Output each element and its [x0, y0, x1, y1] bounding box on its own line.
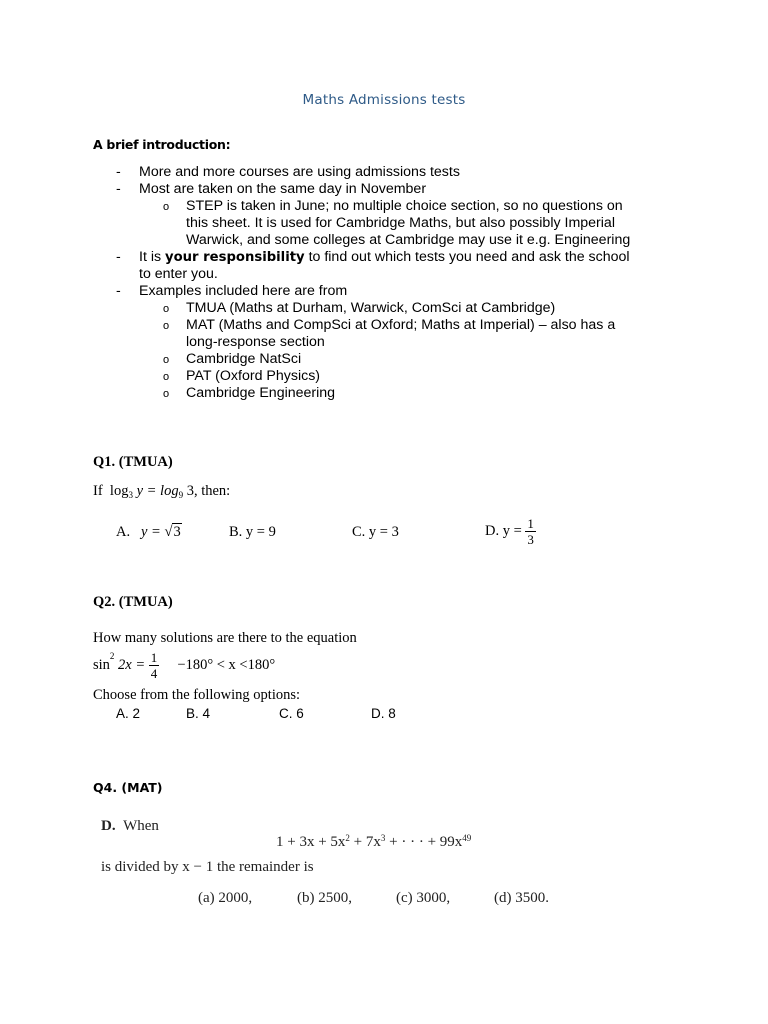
- q4-poly-dots: + · · · + 99x: [385, 834, 463, 850]
- q1-option-a-radicand: 3: [173, 524, 181, 540]
- document-title: Maths Admissions tests: [302, 92, 466, 108]
- q2-option-a: A. 2: [116, 706, 141, 721]
- q2-option-c: C. 6: [279, 706, 304, 721]
- intro-bullet-1: More and more courses are using admissions tests: [139, 164, 460, 180]
- step-note-line1: STEP is taken in June; no multiple choice section, so no questions on: [186, 198, 623, 214]
- responsibility-post: to find out which tests you need and ask the school: [304, 249, 630, 265]
- sub-bullet-circle: o: [163, 201, 170, 213]
- step-note-line3: Warwick, and some colleges at Cambridge may use it e.g. Engineering: [186, 232, 631, 248]
- q1-option-a-lhs: y =: [140, 524, 161, 540]
- bullet-dash: -: [116, 164, 121, 180]
- q4-option-a: (a) 2000,: [198, 890, 253, 906]
- q1-log: log: [109, 483, 129, 499]
- responsibility-line2: to enter you.: [139, 266, 218, 282]
- q2-sin: sin: [93, 657, 110, 673]
- q1-y-eq: y = log: [132, 483, 179, 499]
- q4-poly-p49: 49: [462, 833, 472, 843]
- example-mat-cont: long-response section: [186, 334, 325, 350]
- q2-arg: 2x =: [114, 657, 146, 673]
- bullet-dash: -: [116, 181, 121, 197]
- q2-heading: Q2. (TMUA): [93, 594, 173, 610]
- q2-fraction: [149, 650, 160, 681]
- q2-option-d: D. 8: [371, 706, 396, 721]
- sub-bullet-circle: o: [163, 320, 170, 332]
- example-mat: MAT (Maths and CompSci at Oxford; Maths at Imperial) – also has a: [186, 317, 616, 333]
- q1-option-a-label: A.: [116, 524, 131, 540]
- q1-option-c: C. y = 3: [352, 524, 399, 540]
- responsibility-bold: your responsibility: [165, 250, 305, 265]
- sub-bullet-circle: o: [163, 388, 170, 400]
- q4-polynomial: [276, 833, 471, 851]
- sqrt-symbol: √3: [164, 524, 181, 540]
- frac-numerator: 1: [150, 650, 158, 665]
- step-note-line2: this sheet. It is used for Cambridge Maths, but also possibly Imperial: [186, 215, 615, 231]
- example-tmua: TMUA (Maths at Durham, Warwick, ComSci at Cambridge): [186, 300, 556, 316]
- q1-option-d: [485, 516, 536, 547]
- q4-intro: [101, 818, 159, 835]
- frac-numerator: 1: [527, 516, 534, 531]
- q4-divided: is divided by x − 1 the remainder is: [101, 859, 314, 875]
- q2-option-b: B. 4: [186, 706, 211, 721]
- q2-choose: Choose from the following options:: [93, 687, 301, 703]
- q1-base2: 9: [178, 490, 184, 500]
- q1-base1: 3: [128, 490, 133, 500]
- q1-heading: Q1. (TMUA): [93, 454, 173, 470]
- bullet-dash: -: [116, 249, 121, 265]
- q2-power: 2: [109, 650, 115, 661]
- q4-label: D.: [101, 818, 116, 834]
- q1-if: If: [93, 483, 103, 499]
- q4-poly-p3: 3: [380, 833, 386, 843]
- q4-poly-p2: 2: [345, 833, 350, 843]
- q2-range: −180° < x <180°: [177, 657, 276, 673]
- q1-stem: [93, 483, 230, 500]
- sub-bullet-circle: o: [163, 354, 170, 366]
- q4-poly-mid: + 7x: [349, 834, 381, 850]
- q1-option-d-fraction: [525, 516, 536, 547]
- q1-option-b: B. y = 9: [229, 524, 276, 540]
- intro-bullet-2: Most are taken on the same day in November: [139, 181, 427, 197]
- q4-option-b: (b) 2500,: [297, 890, 352, 906]
- q2-question: How many solutions are there to the equation: [93, 630, 357, 646]
- q1-option-a: [116, 524, 182, 541]
- example-engineering: Cambridge Engineering: [186, 385, 336, 401]
- q2-equation: [93, 650, 275, 681]
- q4-heading: Q4. (MAT): [93, 780, 163, 795]
- example-pat: PAT (Oxford Physics): [186, 368, 321, 384]
- bullet-dash: -: [116, 283, 121, 299]
- q1-tail: 3, then:: [183, 483, 231, 499]
- q4-option-c: (c) 3000,: [396, 890, 451, 906]
- examples-label: Examples included here are from: [139, 283, 348, 299]
- frac-denominator: 3: [527, 532, 534, 547]
- sub-bullet-circle: o: [163, 371, 170, 383]
- q4-option-d: (d) 3500.: [494, 890, 549, 906]
- q1-option-d-label: D. y =: [485, 523, 522, 539]
- example-natsci: Cambridge NatSci: [186, 351, 302, 367]
- q4-when: When: [123, 818, 159, 834]
- intro-heading: A brief introduction:: [93, 137, 231, 152]
- frac-denominator: 4: [150, 666, 158, 681]
- responsibility-pre: It is: [139, 249, 166, 265]
- responsibility-line1: [139, 249, 630, 266]
- sub-bullet-circle: o: [163, 303, 170, 315]
- q4-poly-base: 1 + 3x + 5x: [276, 834, 346, 850]
